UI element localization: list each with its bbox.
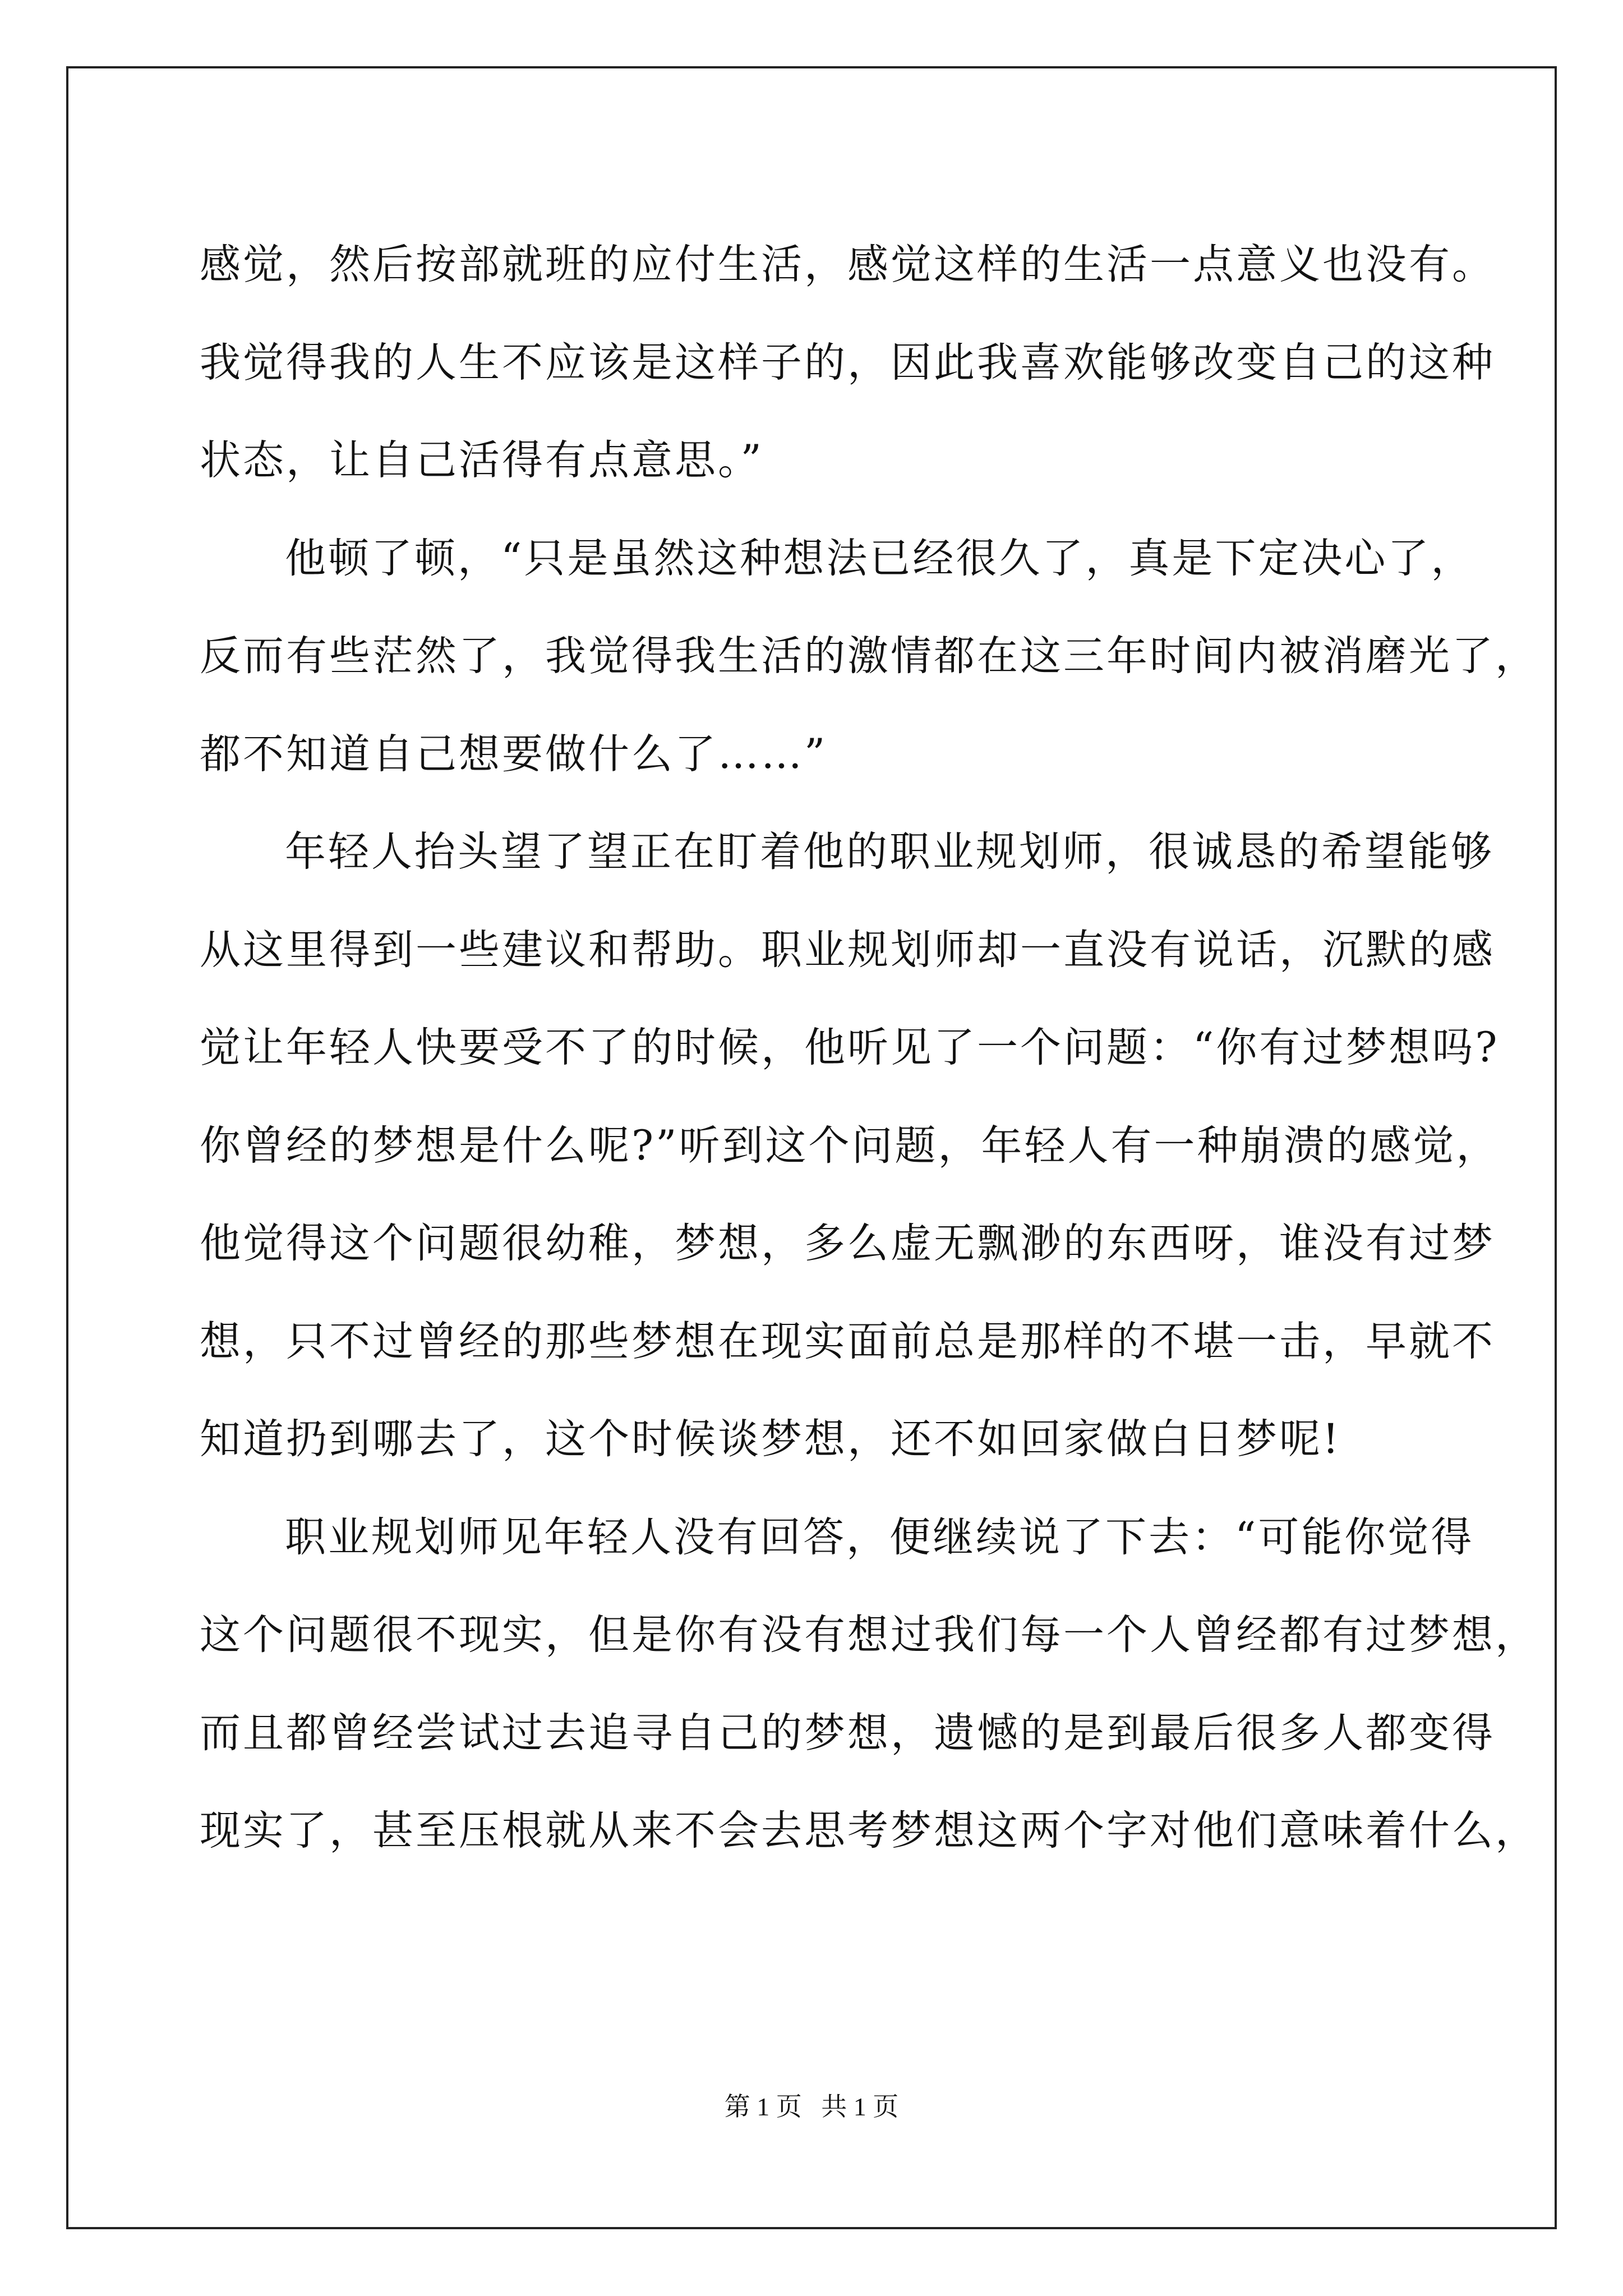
- page-total: 共 1 页: [821, 2092, 899, 2121]
- text-line: 我觉得我的人生不应该是这样子的，因此我喜欢能够改变自己的这种: [200, 338, 1495, 386]
- text-line: 年轻人抬头望了望正在盯着他的职业规划师，很诚恳的希望能够: [285, 828, 1494, 876]
- page-footer: [0, 2091, 1623, 2123]
- text-line: 感觉，然后按部就班的应付生活，感觉这样的生活一点意义也没有。: [200, 241, 1495, 288]
- text-line: 都不知道自己想要做什么了……”: [200, 730, 828, 778]
- text-line: 职业规划师见年轻人没有回答，便继续说了下去：“可能你觉得: [285, 1513, 1474, 1561]
- text-line: 现实了，甚至压根就从来不会去思考梦想这两个字对他们意味着什么，: [200, 1807, 1538, 1855]
- text-line: 反而有些茫然了，我觉得我生活的激情都在这三年时间内被消磨光了，: [200, 632, 1538, 680]
- page-number: 第 1 页: [724, 2092, 802, 2121]
- text-line: 知道扔到哪去了，这个时候谈梦想，还不如回家做白日梦呢!: [200, 1415, 1341, 1463]
- text-line: 想，只不过曾经的那些梦想在现实面前总是那样的不堪一击，早就不: [200, 1317, 1495, 1365]
- text-line: 你曾经的梦想是什么呢?”听到这个问题，年轻人有一种崩溃的感觉，: [200, 1121, 1500, 1170]
- text-line: 而且都曾经尝试过去追寻自己的梦想，遗憾的是到最后很多人都变得: [200, 1709, 1495, 1757]
- text-line: 状态，让自己活得有点意思。”: [200, 436, 764, 484]
- text-line: 他顿了顿，“只是虽然这种想法已经很久了，真是下定决心了，: [285, 534, 1474, 582]
- text-line: 这个问题很不现实，但是你有没有想过我们每一个人曾经都有过梦想，: [200, 1611, 1538, 1659]
- text-line: 觉让年轻人快要受不了的时候，他听见了一个问题：“你有过梦想吗?: [200, 1024, 1500, 1071]
- document-body: [200, 216, 1538, 1880]
- text-line: 他觉得这个问题很幼稚，梦想，多么虚无飘渺的东西呀，谁没有过梦: [200, 1220, 1495, 1267]
- text-line: 从这里得到一些建议和帮助。职业规划师却一直没有说话，沉默的感: [200, 926, 1495, 974]
